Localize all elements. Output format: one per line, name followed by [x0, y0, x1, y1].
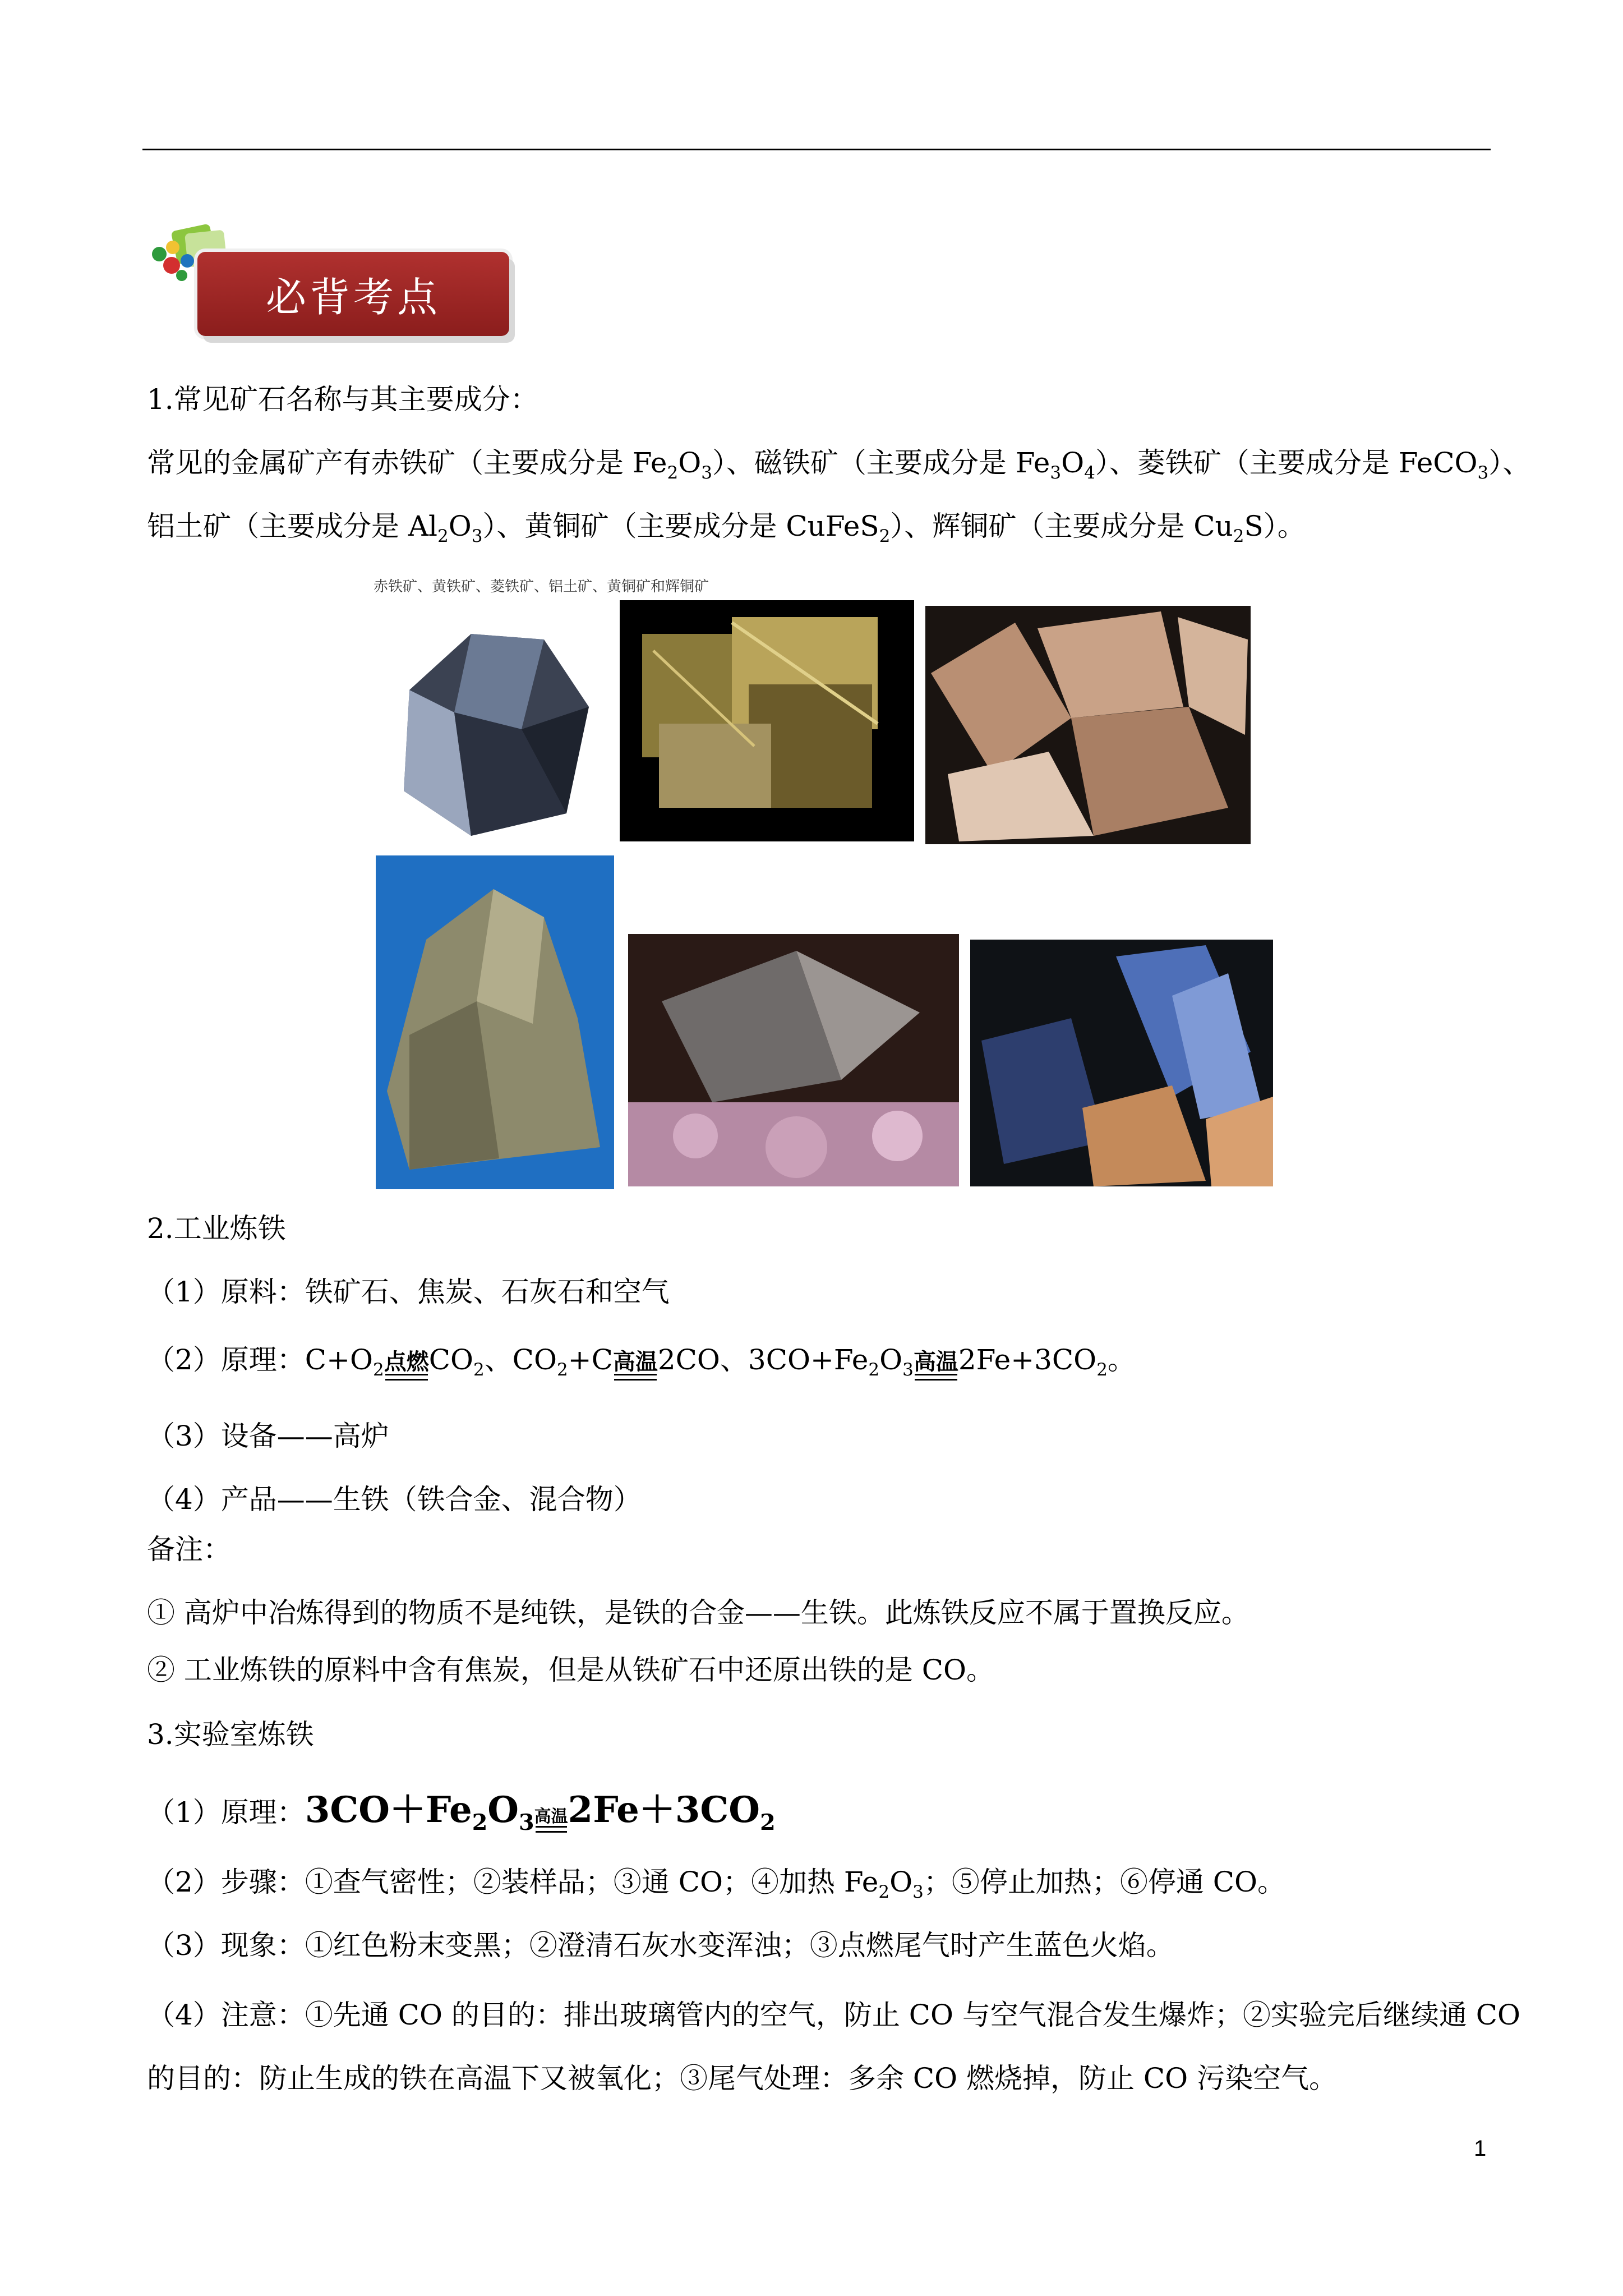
s2-note-1: ① 高炉中冶炼得到的物质不是纯铁，是铁的合金——生铁。此炼铁反应不属于置换反应。 — [147, 1596, 1249, 1629]
condition-high-temp: 高温 — [613, 1350, 658, 1381]
s2-equipment: （3）设备——高炉 — [147, 1420, 389, 1452]
s2-raw-materials: （1）原料：铁矿石、焦炭、石灰石和空气 — [147, 1276, 670, 1308]
s2-note-2: ② 工业炼铁的原料中含有焦炭，但是从铁矿石中还原出铁的是 CO。 — [147, 1654, 995, 1686]
s3-steps: （2）步骤：①查气密性；②装样品；③通 CO；④加热 $Fe_2O_3$；⑤停止加热；⑥停通 CO。 — [147, 1866, 1286, 1902]
s2-note-title: 备注： — [147, 1533, 231, 1566]
header-rule — [142, 149, 1491, 150]
condition-high-temp-lab: 高温 — [534, 1808, 568, 1833]
ore-photo-hematite — [376, 600, 611, 847]
s3-principle: （1）原理：$3CO+Fe_2O_3$ 高温 $2Fe+3CO_2$ — [147, 1789, 776, 1835]
ore-photo-bauxite — [376, 855, 614, 1189]
ore-photo-siderite — [925, 606, 1251, 844]
section-heading — [147, 216, 517, 345]
s3-notes-line1: （4）注意：①先通 CO 的目的：排出玻璃管内的空气，防止 CO 与空气混合发生爆炸；②实验完后继续通 CO — [147, 1999, 1521, 2031]
photo-caption: 赤铁矿、黄铁矿、菱铁矿、铝土矿、黄铜矿和辉铜矿 — [374, 578, 709, 595]
lab-reaction-formula: $3CO+Fe_2O_3$ 高温 $2Fe+3CO_2$ — [305, 1789, 776, 1835]
heading-badge — [197, 252, 509, 336]
ore-photo-pyrite — [620, 600, 914, 841]
ore-photo-chalcocite — [970, 940, 1273, 1186]
condition-ignite: 点燃 — [384, 1350, 429, 1381]
s2-title: 2.工业炼铁 — [147, 1212, 286, 1245]
s2-product: （4）产品——生铁（铁合金、混合物） — [147, 1483, 642, 1516]
s3-phenomena: （3）现象：①红色粉末变黑；②澄清石灰水变浑浊；③点燃尾气时产生蓝色火焰。 — [147, 1929, 1174, 1962]
s3-notes-line2: 的目的：防止生成的铁在高温下又被氧化；③尾气处理：多余 CO 燃烧掉，防止 CO 污染空气。 — [147, 2062, 1338, 2095]
condition-high-temp-2: 高温 — [914, 1350, 958, 1381]
page-number: 1 — [1474, 2136, 1487, 2161]
s2-principle: （2）原理：$C+O_2$ 点燃 $CO_2$、$CO_2+C$ 高温 2CO、$3CO+Fe_2O_3$ 高温 $2Fe+3CO_2$。 — [147, 1343, 1136, 1380]
ore-photo-grid — [370, 575, 1267, 1189]
s3-title: 3.实验室炼铁 — [147, 1718, 314, 1751]
ore-photo-chalcopyrite — [628, 934, 959, 1186]
heading-text: 必背考点 — [265, 274, 441, 321]
s1-title: 1.常见矿石名称与其主要成分： — [147, 383, 538, 416]
s1-paragraph-line1: 常见的金属矿产有赤铁矿（主要成分是 $Fe_2O_3$）、磁铁矿（主要成分是 $Fe_3O_4$）、菱铁矿（主要成分是 FeCO$_3$）、 — [147, 447, 1531, 483]
s1-paragraph-line2: 铝土矿（主要成分是 $Al_2O_3$）、黄铜矿（主要成分是 CuFeS$_2$）、辉铜矿（主要成分是 $Cu_2S$）。 — [147, 510, 1306, 546]
